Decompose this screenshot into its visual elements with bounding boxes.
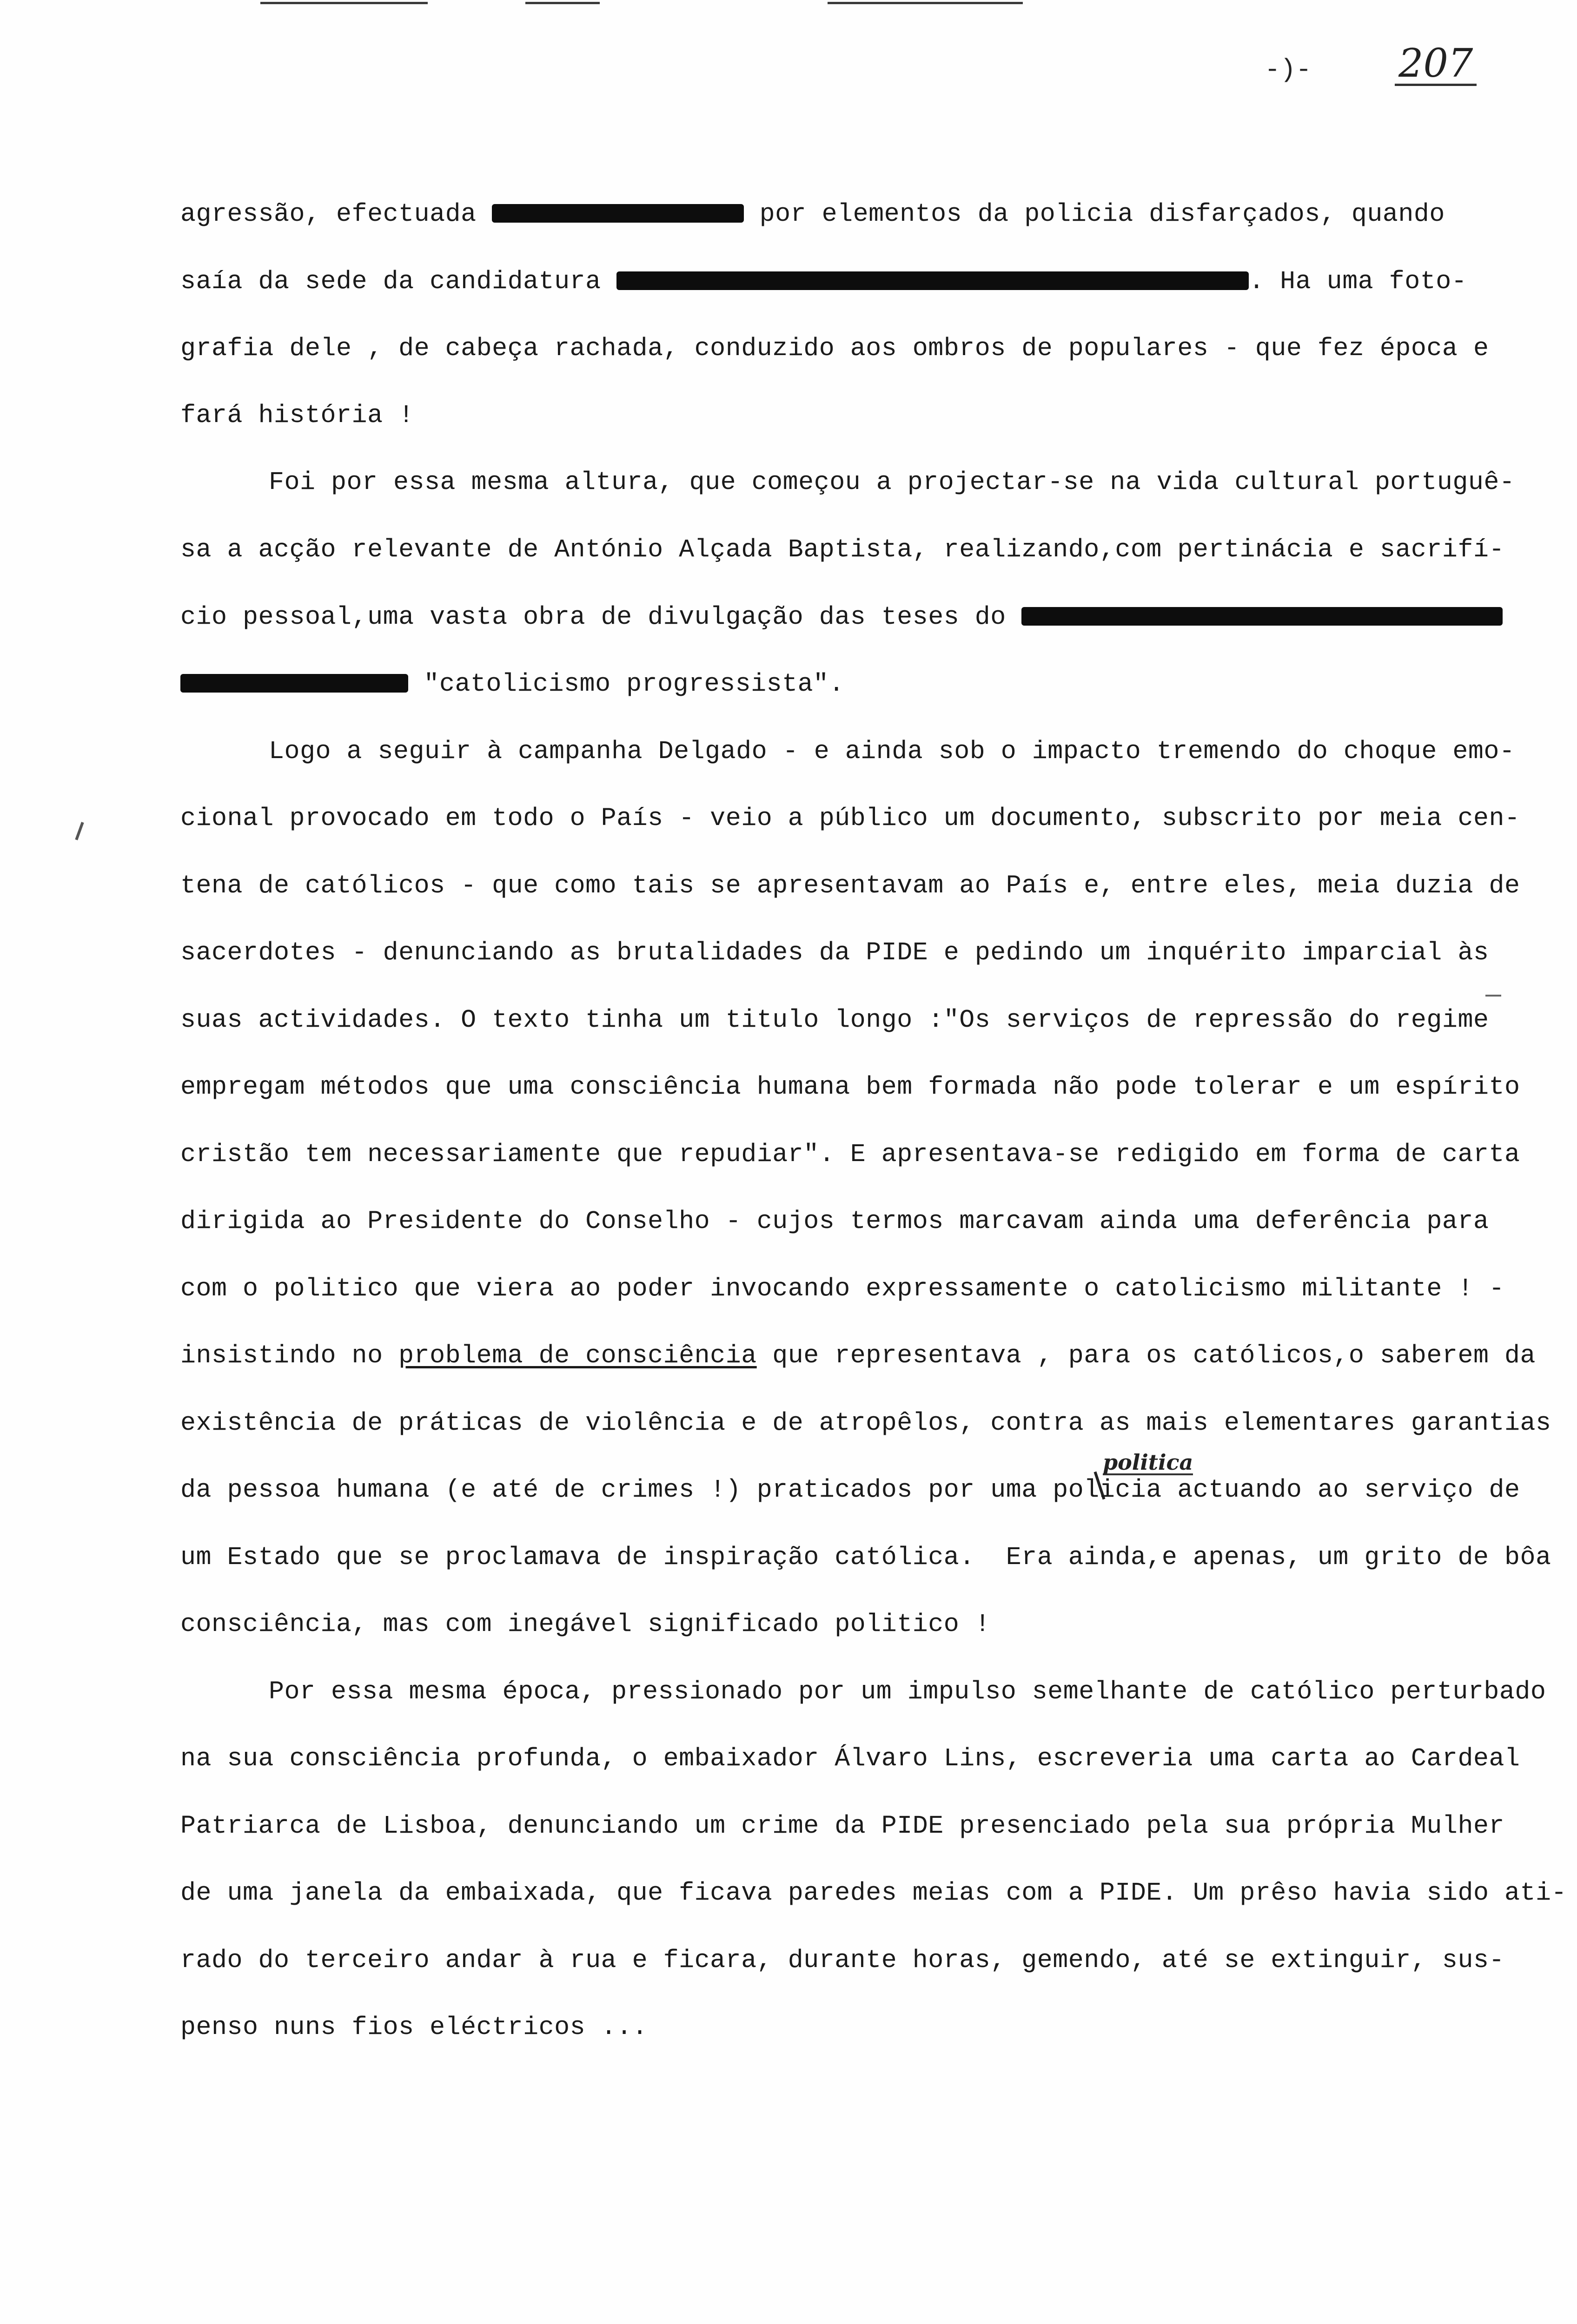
- text-line: dirigida ao Presidente do Conselho - cujos termos marcavam ainda uma deferência para: [180, 1207, 1489, 1236]
- text-line: sa a acção relevante de António Alçada Baptista, realizando,com pertinácia e sacrifí-: [180, 535, 1504, 564]
- text-line: da pessoa humana (e até de crimes !) praticados por uma policia actuando ao serviço de: [180, 1475, 1520, 1505]
- margin-mark: [1485, 995, 1501, 997]
- text-line: grafia dele , de cabeça rachada, conduzido aos ombros de populares - que fez época e: [180, 334, 1489, 363]
- text-line: suas actividades. O texto tinha um titulo longo :"Os serviços de repressão do regime: [180, 1005, 1489, 1035]
- underlined-phrase: problema de consciência: [398, 1341, 757, 1370]
- text-line: saía da sede da candidatura . Ha uma foto-: [180, 267, 1467, 296]
- redaction-bar: [616, 271, 1249, 290]
- text-line: empregam métodos que uma consciência humana bem formada não pode tolerar e um espírito: [180, 1072, 1520, 1102]
- text-line: Foi por essa mesma altura, que começou a projectar-se na vida cultural portuguê-: [269, 468, 1515, 497]
- redaction-bar: [492, 204, 744, 223]
- margin-mark: [75, 822, 84, 840]
- page-number: 207: [1395, 43, 1477, 86]
- text-line: fará história !: [180, 401, 414, 430]
- top-border-rule: [828, 2, 1023, 4]
- text-line: Logo a seguir à campanha Delgado - e ainda sob o impacto tremendo do choque emo-: [269, 737, 1515, 766]
- text-line: penso nuns fios eléctricos ...: [180, 2013, 648, 2042]
- handwritten-insertion: politica: [1103, 1450, 1193, 1475]
- top-border-rule: [525, 2, 600, 4]
- text-line: cristão tem necessariamente que repudiar". E apresentava-se redigido em forma de carta: [180, 1140, 1520, 1169]
- text-line: cio pessoal,uma vasta obra de divulgação das teses do: [180, 604, 1503, 630]
- text-line: existência de práticas de violência e de atropêlos, contra as mais elementares garantias: [180, 1408, 1551, 1438]
- text-line: um Estado que se proclamava de inspiração católica. Era ainda,e apenas, um grito de bôa: [180, 1543, 1551, 1572]
- text-line: consciência, mas com inegável significado politico !: [180, 1610, 991, 1639]
- text-line: sacerdotes - denunciando as brutalidades da PIDE e pedindo um inquérito imparcial às: [180, 938, 1489, 967]
- text-line: com o politico que viera ao poder invocando expressamente o catolicismo militante ! -: [180, 1274, 1504, 1303]
- text-line: "catolicismo progressista".: [180, 671, 844, 697]
- page-mark: -)-: [1265, 55, 1312, 85]
- redaction-bar: [180, 674, 408, 693]
- text-line: Por essa mesma época, pressionado por um impulso semelhante de católico perturbado: [269, 1677, 1546, 1706]
- text-line: agressão, efectuada por elementos da policia disfarçados, quando: [180, 199, 1445, 229]
- text-line: insistindo no problema de consciência que representava , para os católicos,o saberem da: [180, 1341, 1536, 1370]
- text-line: na sua consciência profunda, o embaixador Álvaro Lins, escreveria uma carta ao Cardeal: [180, 1744, 1520, 1773]
- text-line: Patriarca de Lisboa, denunciando um crime da PIDE presenciado pela sua própria Mulher: [180, 1811, 1504, 1841]
- text-line: cional provocado em todo o País - veio a público um documento, subscrito por meia cen-: [180, 804, 1520, 833]
- text-line: tena de católicos - que como tais se apresentavam ao País e, entre eles, meia duzia de: [180, 871, 1520, 900]
- top-border-rule: [260, 2, 428, 4]
- redaction-bar: [1021, 607, 1503, 626]
- text-line: rado do terceiro andar à rua e ficara, durante horas, gemendo, até se extinguir, sus-: [180, 1946, 1504, 1975]
- text-line: de uma janela da embaixada, que ficava paredes meias com a PIDE. Um prêso havia sido ati-: [180, 1878, 1567, 1908]
